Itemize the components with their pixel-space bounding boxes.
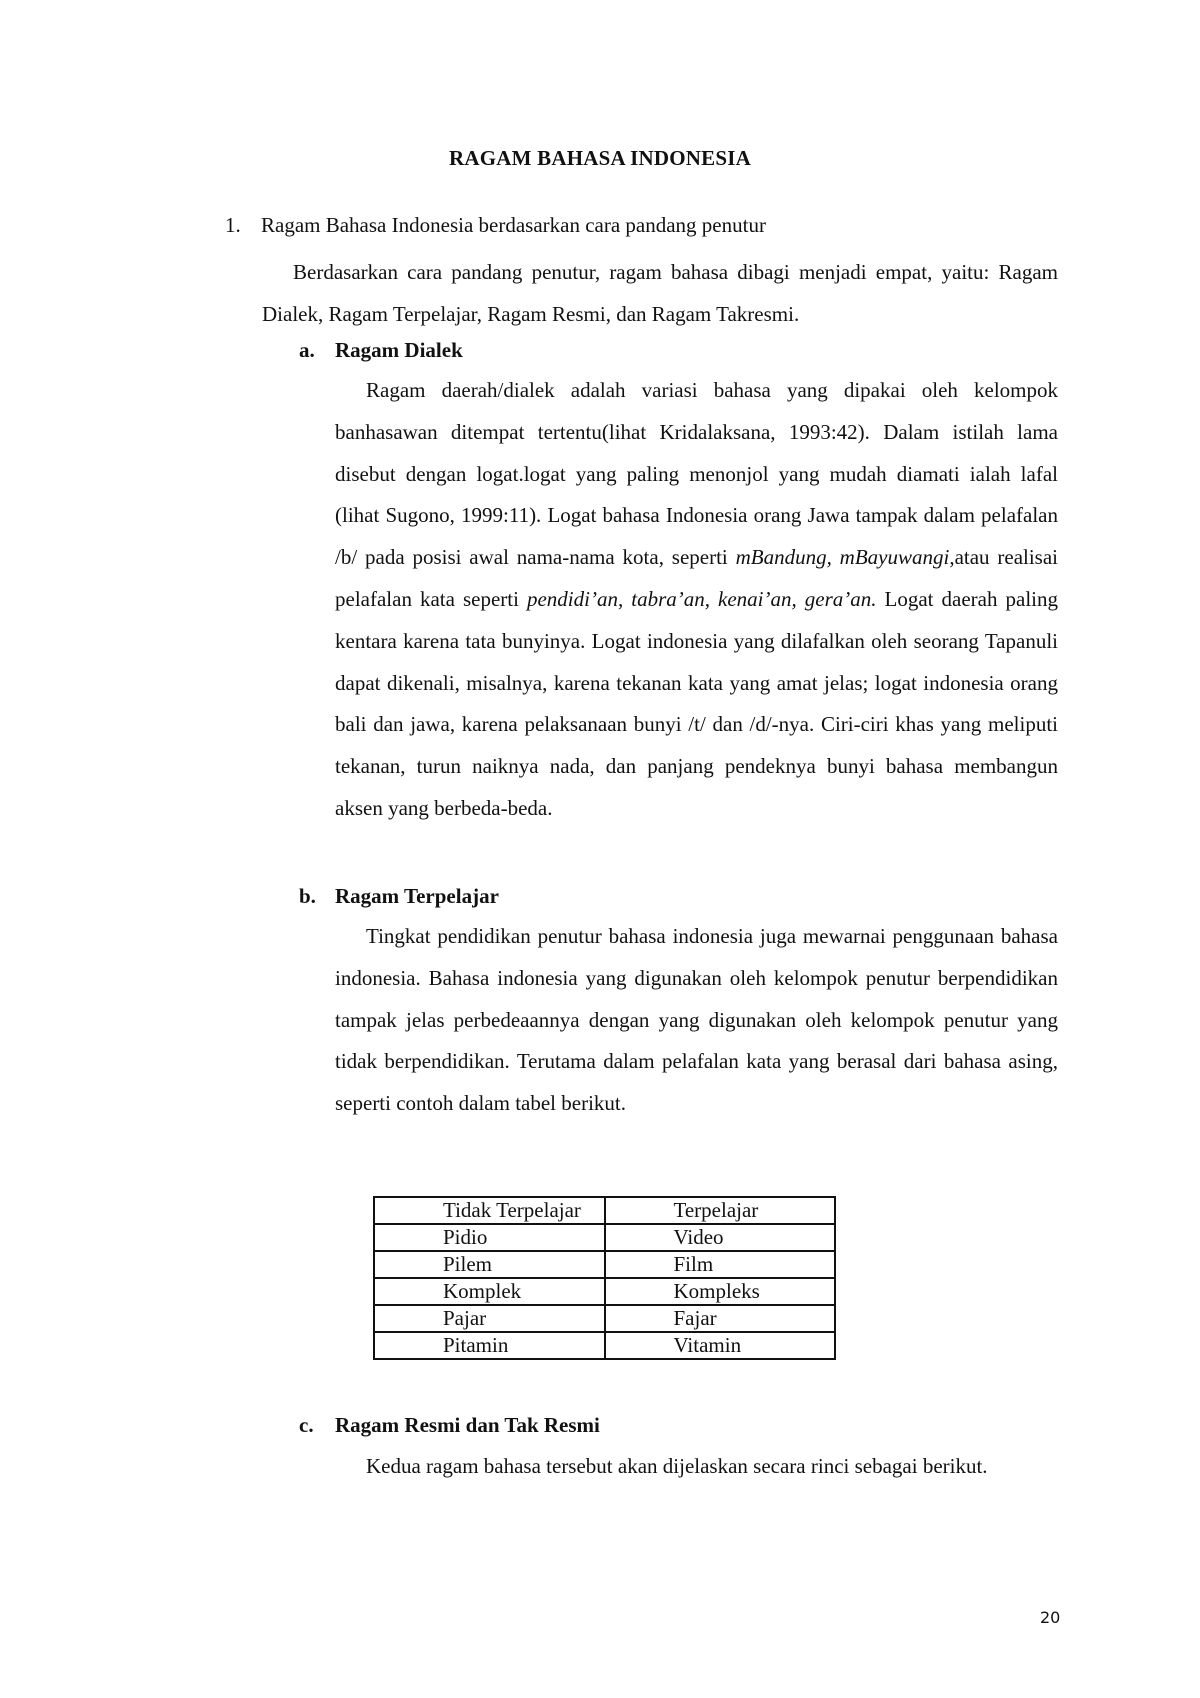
dialek-text-part-2: ,atau realisai pelafalan kata seperti: [335, 545, 1059, 611]
table-cell: Kompleks: [605, 1278, 836, 1305]
table-cell: Pilem: [374, 1251, 605, 1278]
section-1-number: 1.: [225, 213, 241, 237]
table-cell: Vitamin: [605, 1332, 836, 1359]
table-cell: Fajar: [605, 1305, 836, 1332]
subsection-b-heading: [299, 881, 499, 911]
subsection-b-letter: b.: [299, 884, 316, 908]
section-1-intro: Berdasarkan cara pandang penutur, ragam bahasa dibagi menjadi empat, yaitu: Ragam Dialek, Ragam Terpelajar, Ragam Resmi, dan Ragam Takresmi.: [262, 260, 1058, 326]
table-row: [374, 1224, 835, 1251]
dialek-example-cities: mBandung, mBayuwangi: [735, 545, 950, 570]
subsection-c-paragraph: Kedua ragam bahasa tersebut akan dijelaskan secara rinci sebagai berikut.: [366, 1454, 988, 1478]
subsection-a-letter: a.: [299, 338, 315, 362]
table-row: [374, 1278, 835, 1305]
dialek-example-words: pendidi’an, tabra’an, kenai’an, gera’an.: [526, 586, 877, 611]
subsection-a-heading: [299, 335, 463, 365]
page-number: 20: [1040, 1608, 1061, 1627]
subsection-a-paragraph: [335, 370, 1058, 830]
table-cell: Pajar: [374, 1305, 605, 1332]
table-row: [374, 1305, 835, 1332]
subsection-c-title: Ragam Resmi dan Tak Resmi: [335, 1413, 600, 1437]
subsection-a-title: Ragam Dialek: [335, 338, 463, 362]
comparison-table: [373, 1196, 836, 1360]
section-1-heading-text: Ragam Bahasa Indonesia berdasarkan cara pandang penutur: [261, 213, 766, 237]
table-header-cell: Tidak Terpelajar: [374, 1197, 605, 1224]
table-cell: Pitamin: [374, 1332, 605, 1359]
table-row: [374, 1332, 835, 1359]
table-cell: Pidio: [374, 1224, 605, 1251]
document-title: RAGAM BAHASA INDONESIA: [449, 146, 751, 170]
table-header-row: [374, 1197, 835, 1224]
subsection-c-letter: c.: [299, 1413, 314, 1437]
table-header-cell: Terpelajar: [605, 1197, 836, 1224]
table-cell: Video: [605, 1224, 836, 1251]
subsection-c-heading: [299, 1410, 600, 1440]
table-cell: Film: [605, 1251, 836, 1278]
section-1-heading: [225, 210, 766, 240]
dialek-text-part-3: Logat daerah paling kentara karena tata bunyinya. Logat indonesia yang dilafalkan oleh seorang Tapanuli dapat dikenali, misalnya, karena tekanan kata yang amat jelas; logat indonesia orang bali dan jawa, karena pelaksanaan bunyi /t/ dan /d/-nya. Ciri-ciri khas yang meliputi tekanan, turun naiknya nada, dan panjang pendeknya bunyi bahasa membangun aksen yang berbeda-beda.: [335, 586, 1059, 820]
table-row: [374, 1251, 835, 1278]
table-cell: Komplek: [374, 1278, 605, 1305]
dialek-text-part-1: Ragam daerah/dialek adalah variasi bahasa yang dipakai oleh kelompok banhasawan ditempat tertentu(lihat Kridalaksana, 1993:42). Dalam istilah lama disebut dengan logat.logat yang paling menonjol yang mudah diamati ialah lafal (lihat Sugono, 1999:11). Logat bahasa Indonesia orang Jawa tampak dalam pelafalan /b/ pada posisi awal nama-nama kota, seperti: [335, 378, 1058, 570]
subsection-b-title: Ragam Terpelajar: [335, 884, 499, 908]
subsection-b-paragraph: Tingkat pendidikan penutur bahasa indonesia juga mewarnai penggunaan bahasa indonesia. Bahasa indonesia yang digunakan oleh kelompok penutur berpendidikan tampak jelas perbedeaannya dengan yang digunakan oleh kelompok penutur yang tidak berpendidikan. Terutama dalam pelafalan kata yang berasal dari bahasa asing, seperti contoh dalam tabel berikut.: [335, 924, 1058, 1116]
